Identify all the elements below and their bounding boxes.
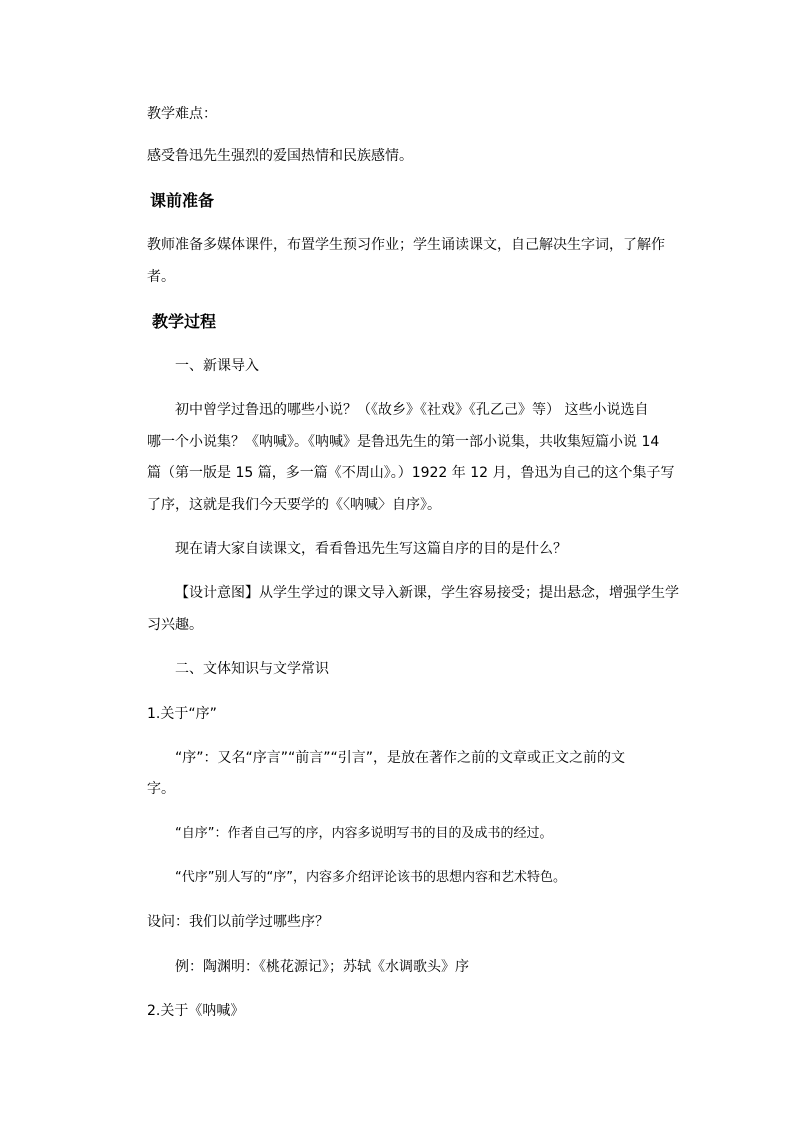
intro-line-1: 初中曾学过鲁迅的哪些小说？（《故乡》《社戏》《孔乙己》等） 这些小说选自 — [175, 402, 649, 418]
ask-line: 设问：我们以前学过哪些序？ — [147, 914, 329, 930]
design-intent-line-1: 【设计意图】从学生学过的课文导入新课，学生容易接受；提出悬念，增强学生学 — [175, 585, 679, 601]
process-heading: 教学过程 — [152, 312, 217, 331]
intro-line-4: 了序，这就是我们今天要学的《〈呐喊〉自序》。 — [147, 497, 441, 513]
prep-paragraph-line-1: 教师准备多媒体课件，布置学生预习作业；学生诵读课文，自己解决生字词，了解作 — [147, 237, 665, 253]
daixu-definition: “代序”别人写的“序”，内容多介绍评论该书的思想内容和艺术特色。 — [175, 870, 566, 885]
xu-definition-line-1: “序”：又名“序言”“前言”“引言”，是放在著作之前的文章或正文之前的文 — [175, 750, 626, 766]
difficulty-label: 教学难点： — [147, 106, 217, 122]
design-intent-line-2: 习兴趣。 — [147, 617, 203, 633]
prep-paragraph-line-2: 者。 — [147, 269, 175, 285]
section-1-title: 一、新课导入 — [175, 358, 259, 374]
intro-line-3: 篇（第一版是 15 篇，多一篇《不周山》。）1922 年 12 月，鲁迅为自己的这个集子写 — [147, 465, 675, 481]
intro-line-2: 哪一个小说集？《呐喊》。《呐喊》是鲁迅先生的第一部小说集，共收集短篇小说 14 — [147, 434, 660, 450]
section-2-title: 二、文体知识与文学常识 — [175, 661, 329, 677]
xu-definition-line-2: 字。 — [147, 781, 175, 797]
zixu-definition: “自序”：作者自己写的序，内容多说明写书的目的及成书的经过。 — [175, 826, 553, 841]
item-2-title: 2.关于《呐喊》 — [147, 1003, 245, 1019]
item-1-title: 1.关于“序” — [147, 706, 217, 722]
difficulty-text: 感受鲁迅先生强烈的爱国热情和民族感情。 — [147, 148, 413, 164]
example-line: 例：陶渊明：《桃花源记》；苏轼《水调歌头》序 — [175, 959, 469, 975]
question-line: 现在请大家自读课文，看看鲁迅先生写这篇自序的目的是什么？ — [175, 541, 567, 557]
prep-heading: 课前准备 — [150, 191, 215, 210]
